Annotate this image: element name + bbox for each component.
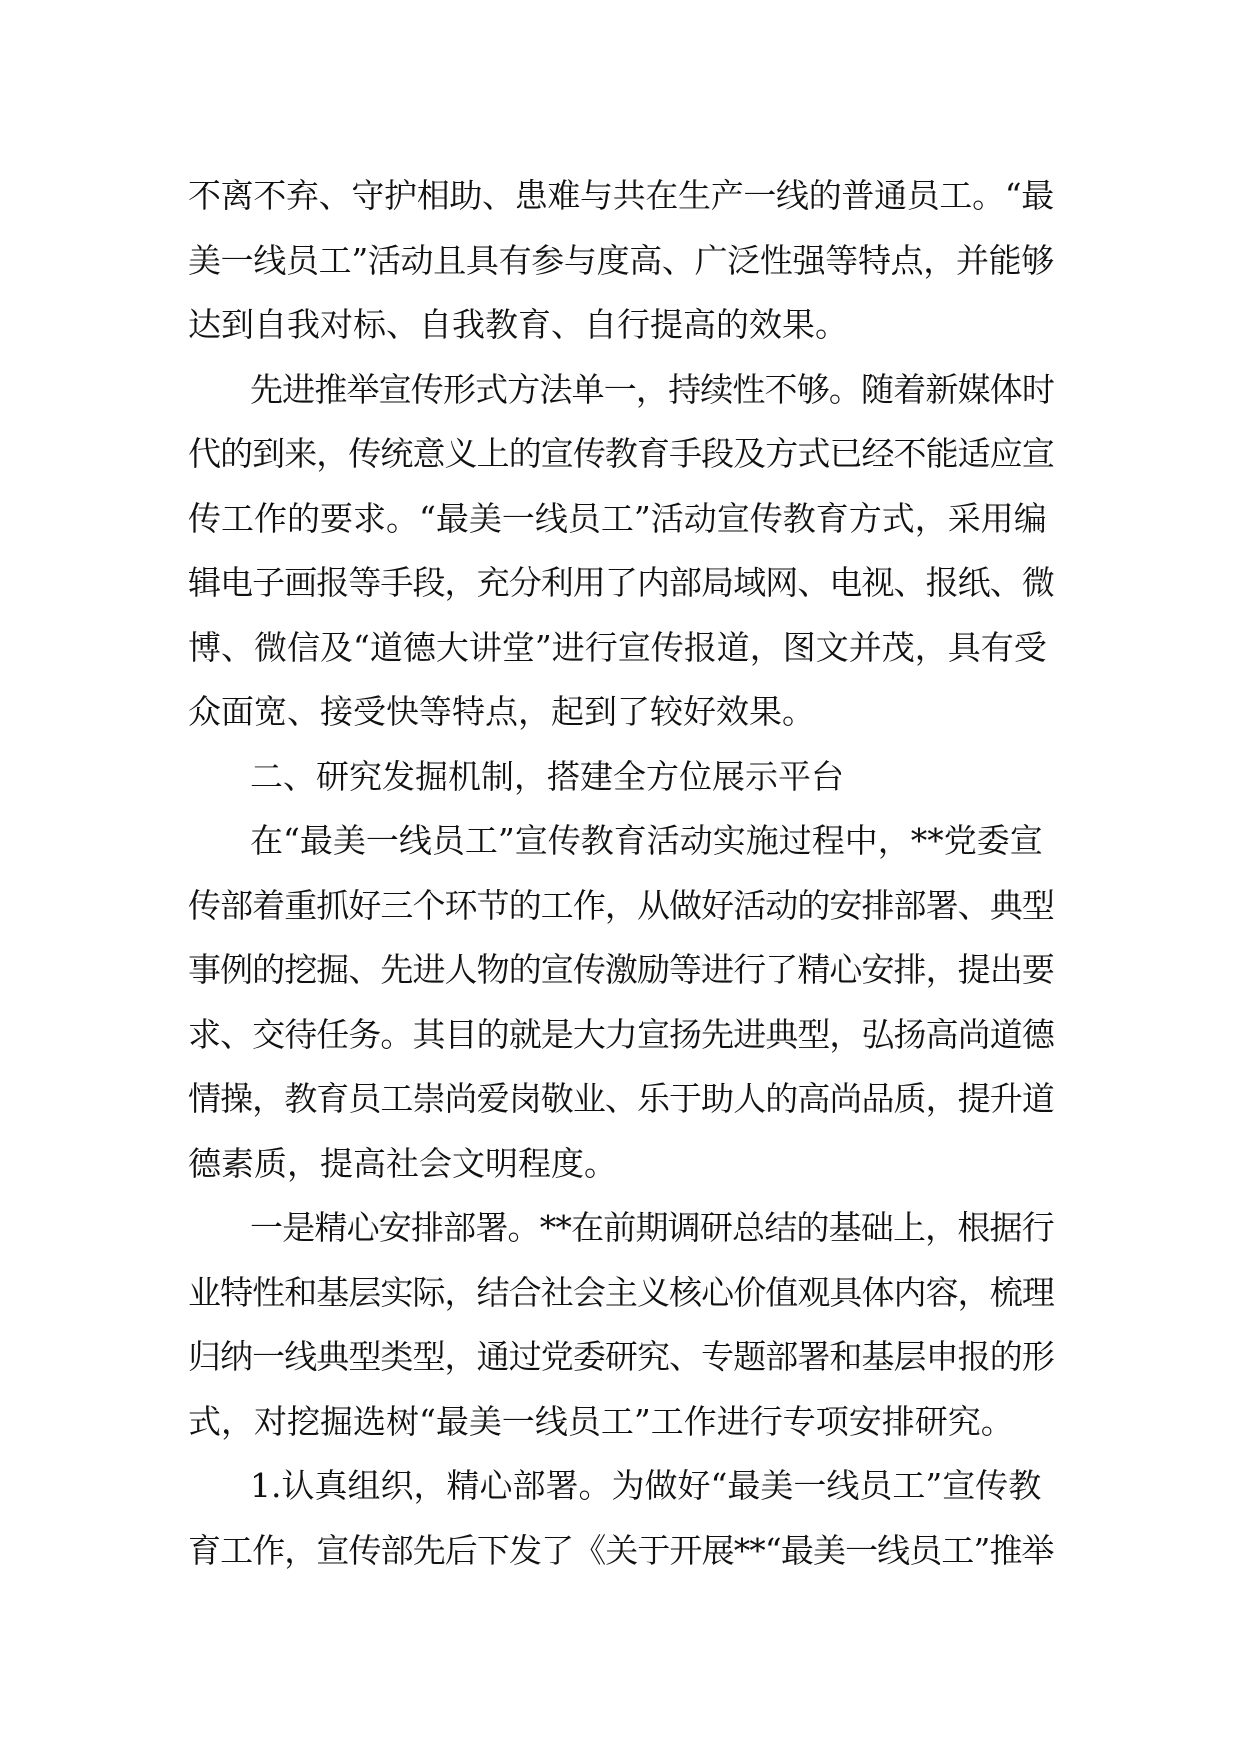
text-line: 众面宽、接受快等特点，起到了较好效果。 [188, 692, 815, 731]
text-line: 事例的挖掘、先进人物的宣传激励等进行了精心安排，提出要 [188, 950, 1054, 989]
text-line: 达到自我对标、自我教育、自行提高的效果。 [188, 305, 848, 344]
text-line: 情操，教育员工崇尚爱岗敬业、乐于助人的高尚品质，提升道 [188, 1079, 1054, 1118]
text-line: 博、微信及“道德大讲堂”进行宣传报道，图文并茂，具有受 [188, 627, 1047, 667]
text-line: 求、交待任务。其目的就是大力宣扬先进典型，弘扬高尚道德 [188, 1014, 1054, 1054]
document-body [188, 164, 1054, 1583]
text-line: 辑电子画报等手段，充分利用了内部局域网、电视、报纸、微 [188, 563, 1054, 602]
text-line: 不离不弃、守护相助、患难与共在生产一线的普通员工。“最 [188, 176, 1054, 215]
text-line: 业特性和基层实际，结合社会主义核心价值观具体内容，梳理 [188, 1272, 1054, 1312]
paragraph-start-line: 一是精心安排部署。**在前期调研总结的基础上，根据行 [250, 1208, 1054, 1247]
text-line: 美一线员工”活动且具有参与度高、广泛性强等特点，并能够 [188, 240, 1054, 280]
text-line: 代的到来，传统意义上的宣传教育手段及方式已经不能适应宣 [188, 434, 1054, 473]
paragraph-start-line: 先进推举宣传形式方法单一，持续性不够。随着新媒体时 [250, 369, 1055, 409]
text-line: 传部着重抓好三个环节的工作，从做好活动的安排部署、典型 [188, 885, 1054, 925]
section-heading: 二、研究发掘机制，搭建全方位展示平台 [250, 756, 844, 796]
text-line: 式，对挖掘选树“最美一线员工”工作进行专项安排研究。 [188, 1401, 1014, 1441]
text-line: 归纳一线典型类型，通过党委研究、专题部署和基层申报的形 [188, 1337, 1054, 1376]
text-line: 德素质，提高社会文明程度。 [188, 1143, 617, 1183]
text-line: 育工作，宣传部先后下发了《关于开展**“最美一线员工”推举 [188, 1530, 1054, 1570]
paragraph-start-line: 1.认真组织，精心部署。为做好“最美一线员工”宣传教 [250, 1466, 1042, 1505]
paragraph-start-line: 在“最美一线员工”宣传教育活动实施过程中，**党委宣 [250, 821, 1043, 860]
text-line: 传工作的要求。“最美一线员工”活动宣传教育方式，采用编 [188, 498, 1047, 538]
